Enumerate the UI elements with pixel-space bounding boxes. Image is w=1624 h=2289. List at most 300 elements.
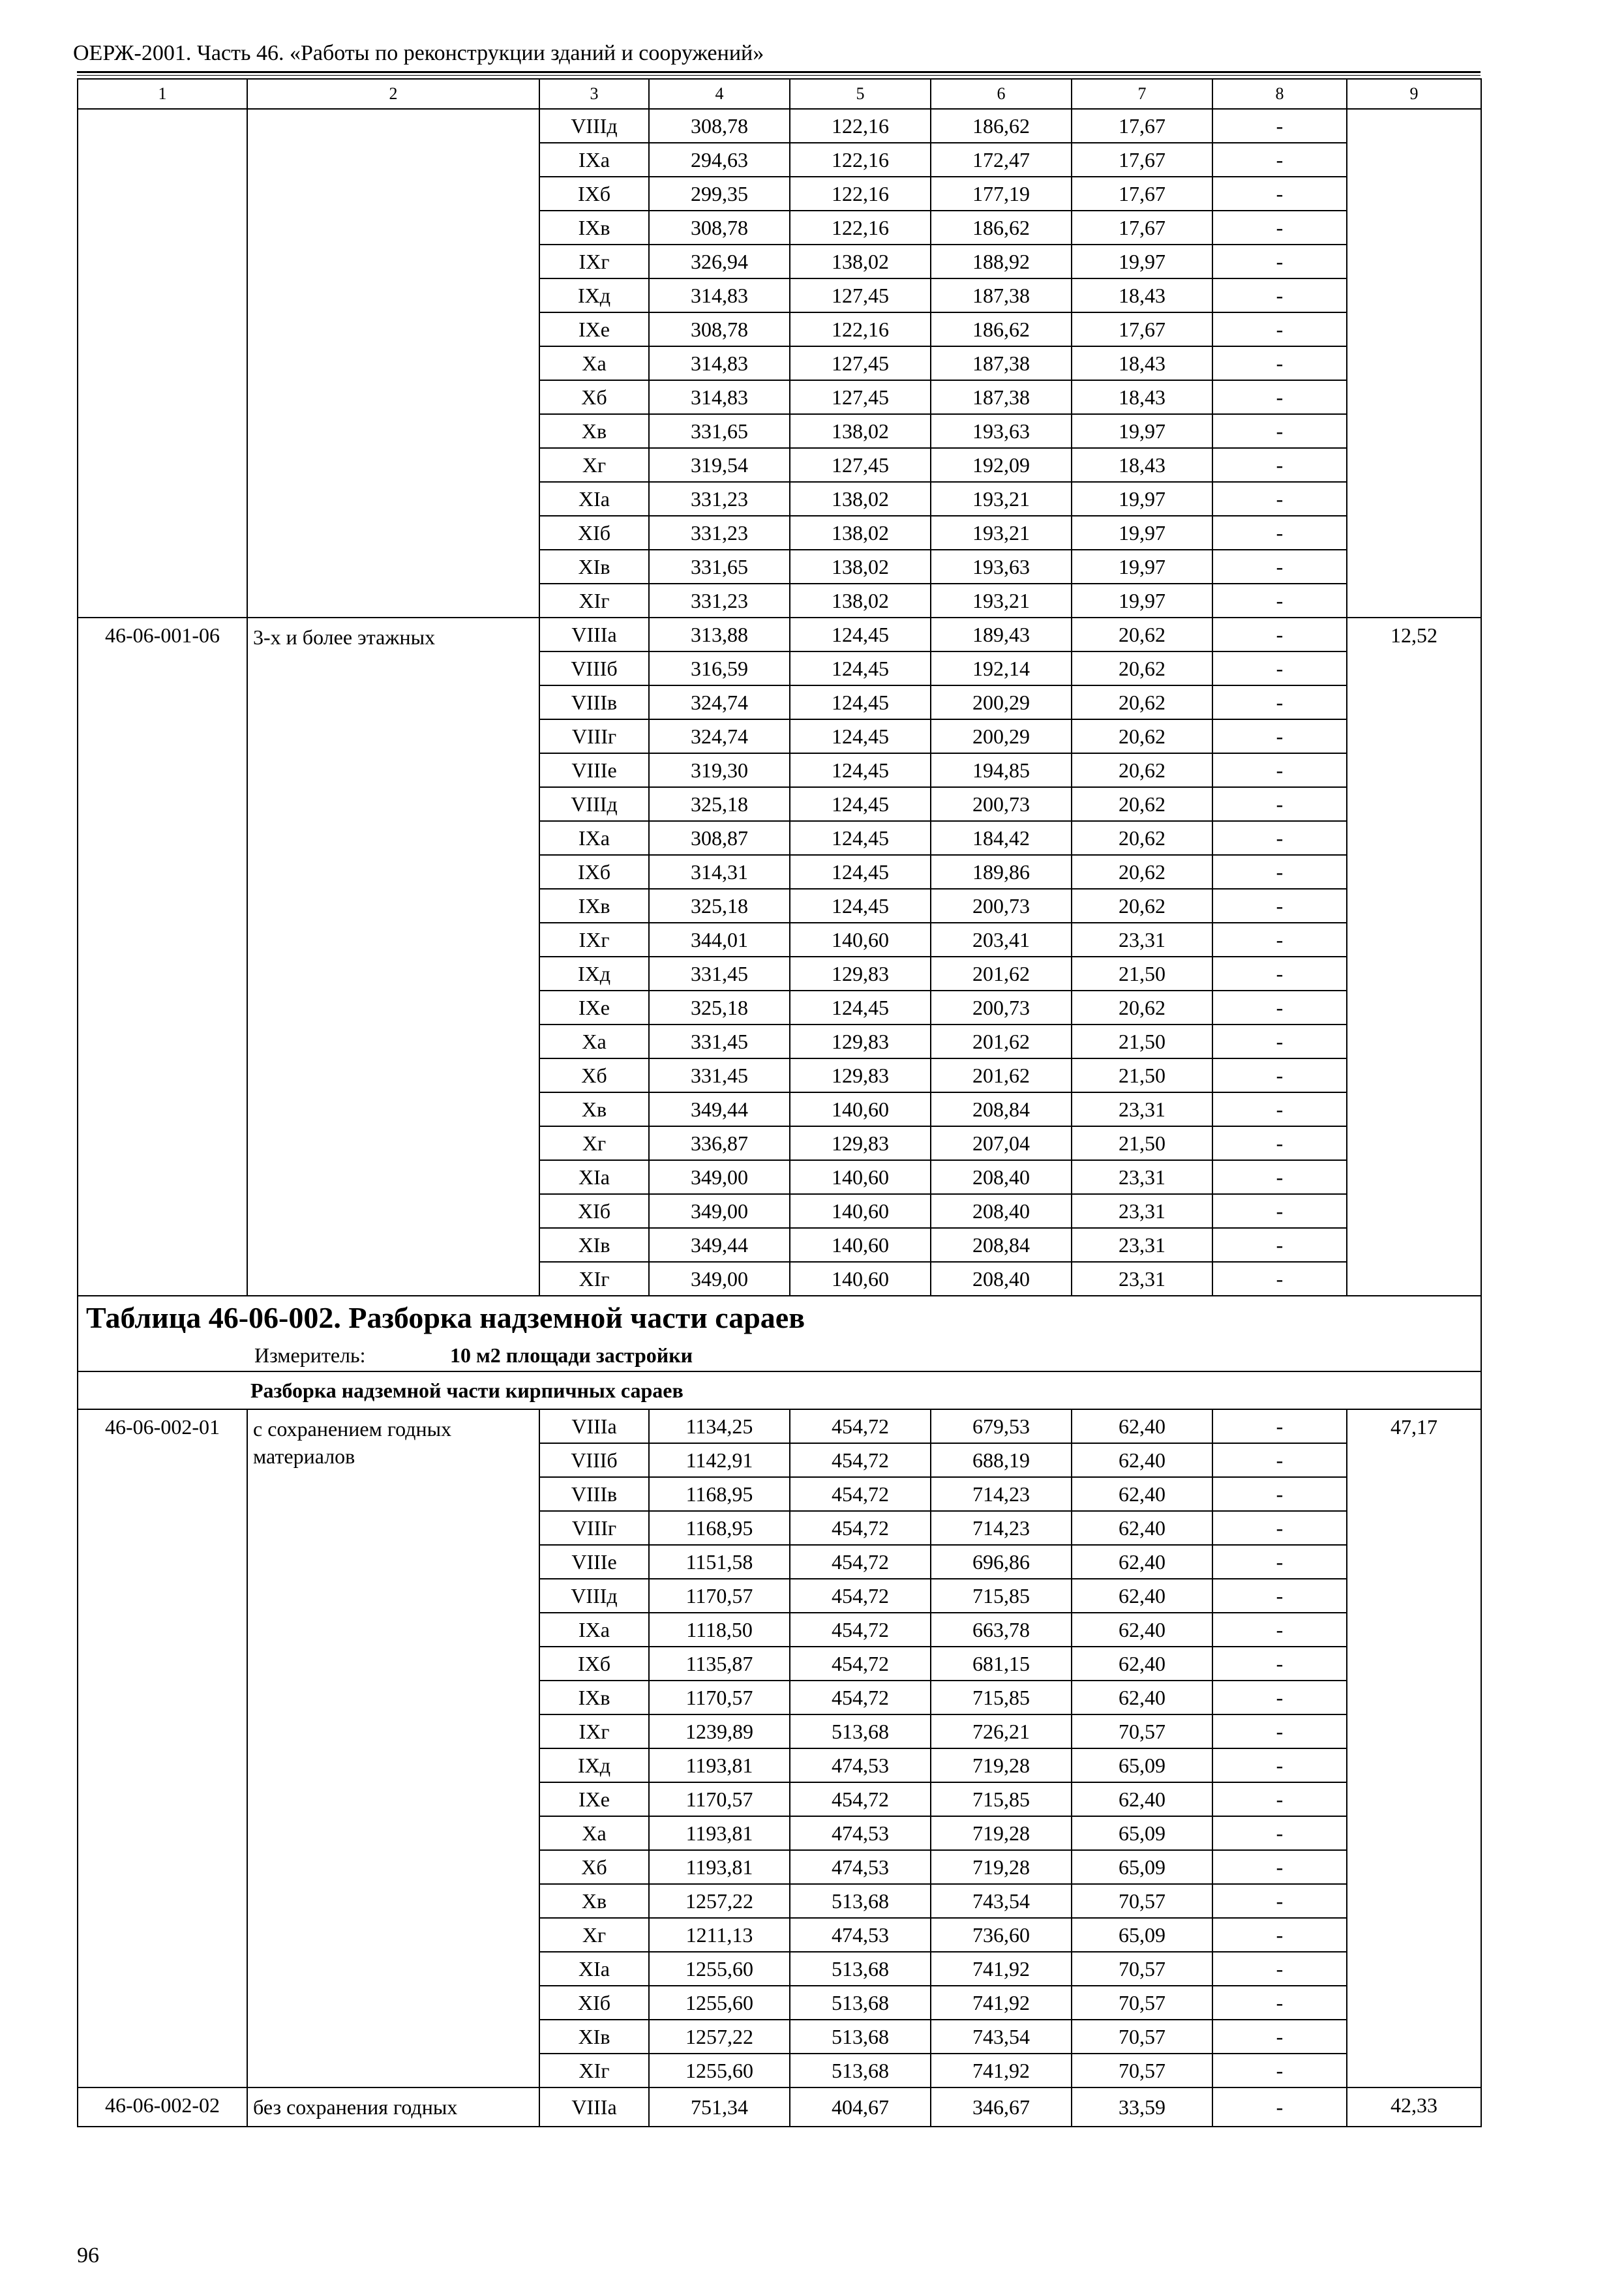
labor-wages-cell: 129,83 xyxy=(790,957,931,991)
materials-cell: - xyxy=(1212,177,1347,211)
header-rule-thick xyxy=(77,71,1481,73)
labor-wages-cell: 140,60 xyxy=(790,1228,931,1262)
materials-cell: - xyxy=(1212,685,1347,719)
zone-code-cell: VIIIa xyxy=(539,2087,649,2127)
machinist-wages-cell: 65,09 xyxy=(1072,1850,1212,1884)
materials-cell: - xyxy=(1212,1782,1347,1816)
zone-code-cell: Xг xyxy=(539,1918,649,1952)
labor-wages-cell: 474,53 xyxy=(790,1850,931,1884)
labor-wages-cell: 124,45 xyxy=(790,719,931,753)
labor-wages-cell: 122,16 xyxy=(790,312,931,346)
labor-wages-cell: 124,45 xyxy=(790,889,931,923)
labor-hours: 42,33 xyxy=(1347,2087,1481,2127)
zone-code-cell: XIa xyxy=(539,1952,649,1986)
labor-wages-cell: 454,72 xyxy=(790,1681,931,1714)
unit-cell xyxy=(78,1339,1481,1371)
materials-cell: - xyxy=(1212,1511,1347,1545)
machinist-wages-cell: 62,40 xyxy=(1072,1782,1212,1816)
zone-code-cell: Xв xyxy=(539,414,649,448)
machinist-wages-cell: 23,31 xyxy=(1072,1228,1212,1262)
zone-code-cell: VIIIг xyxy=(539,1511,649,1545)
machine-costs-cell: 177,19 xyxy=(931,177,1072,211)
materials-cell: - xyxy=(1212,889,1347,923)
machine-costs-cell: 200,73 xyxy=(931,991,1072,1025)
direct-costs-cell: 1255,60 xyxy=(649,1952,790,1986)
materials-cell: - xyxy=(1212,448,1347,482)
direct-costs-cell: 349,00 xyxy=(649,1194,790,1228)
direct-costs-cell: 299,35 xyxy=(649,177,790,211)
labor-hours: 47,17 xyxy=(1347,1409,1481,2087)
direct-costs-cell: 308,78 xyxy=(649,211,790,245)
direct-costs-cell: 1170,57 xyxy=(649,1681,790,1714)
machinist-wages-cell: 62,40 xyxy=(1072,1545,1212,1579)
materials-cell: - xyxy=(1212,1477,1347,1511)
direct-costs-cell: 751,34 xyxy=(649,2087,790,2127)
direct-costs-cell: 349,44 xyxy=(649,1228,790,1262)
zone-code-cell: IXe xyxy=(539,1782,649,1816)
direct-costs-cell: 349,00 xyxy=(649,1262,790,1296)
zone-code-cell: IXб xyxy=(539,855,649,889)
labor-wages-cell: 124,45 xyxy=(790,821,931,855)
table-title: Таблица 46-06-002. Разборка надземной части сараев xyxy=(78,1296,1481,1339)
direct-costs-cell: 1168,95 xyxy=(649,1477,790,1511)
machinist-wages-cell: 18,43 xyxy=(1072,278,1212,312)
labor-wages-cell: 454,72 xyxy=(790,1579,931,1613)
machine-costs-cell: 741,92 xyxy=(931,1986,1072,2020)
rate-description: 3-х и более этажных xyxy=(247,618,539,1296)
direct-costs-cell: 331,45 xyxy=(649,957,790,991)
direct-costs-cell: 324,74 xyxy=(649,719,790,753)
labor-wages-cell: 474,53 xyxy=(790,1918,931,1952)
machinist-wages-cell: 65,09 xyxy=(1072,1748,1212,1782)
labor-wages-cell: 513,68 xyxy=(790,2020,931,2054)
zone-code-cell: XIг xyxy=(539,1262,649,1296)
machinist-wages-cell: 70,57 xyxy=(1072,1884,1212,1918)
materials-cell: - xyxy=(1212,1025,1347,1058)
table-title-row xyxy=(78,1296,1481,1339)
labor-wages-cell: 122,16 xyxy=(790,109,931,143)
machine-costs-cell: 719,28 xyxy=(931,1850,1072,1884)
machinist-wages-cell: 62,40 xyxy=(1072,1647,1212,1681)
machine-costs-cell: 200,73 xyxy=(931,787,1072,821)
direct-costs-cell: 326,94 xyxy=(649,245,790,278)
materials-cell: - xyxy=(1212,2054,1347,2087)
zone-code-cell: VIIIe xyxy=(539,1545,649,1579)
machine-costs-cell: 714,23 xyxy=(931,1477,1072,1511)
direct-costs-cell: 331,45 xyxy=(649,1058,790,1092)
machine-costs-cell: 193,21 xyxy=(931,482,1072,516)
direct-costs-cell: 349,00 xyxy=(649,1160,790,1194)
zone-code-cell: XIг xyxy=(539,2054,649,2087)
machine-costs-cell: 201,62 xyxy=(931,1058,1072,1092)
direct-costs-cell: 1211,13 xyxy=(649,1918,790,1952)
machinist-wages-cell: 20,62 xyxy=(1072,991,1212,1025)
zone-code-cell: Xв xyxy=(539,1092,649,1126)
labor-wages-cell: 140,60 xyxy=(790,1262,931,1296)
zone-code-cell: VIIIд xyxy=(539,1579,649,1613)
materials-cell: - xyxy=(1212,618,1347,651)
zone-code-cell: Xв xyxy=(539,1884,649,1918)
zone-code-cell: IXд xyxy=(539,1748,649,1782)
zone-code-cell: Xa xyxy=(539,346,649,380)
zone-code-cell: VIIIд xyxy=(539,787,649,821)
machine-costs-cell: 188,92 xyxy=(931,245,1072,278)
machinist-wages-cell: 20,62 xyxy=(1072,821,1212,855)
direct-costs-cell: 1193,81 xyxy=(649,1850,790,1884)
machine-costs-cell: 743,54 xyxy=(931,2020,1072,2054)
labor-wages-cell: 138,02 xyxy=(790,550,931,584)
labor-wages-cell: 513,68 xyxy=(790,1884,931,1918)
machinist-wages-cell: 23,31 xyxy=(1072,1092,1212,1126)
machinist-wages-cell: 65,09 xyxy=(1072,1918,1212,1952)
labor-wages-cell: 513,68 xyxy=(790,1952,931,1986)
labor-wages-cell: 140,60 xyxy=(790,1092,931,1126)
materials-cell: - xyxy=(1212,1443,1347,1477)
direct-costs-cell: 314,31 xyxy=(649,855,790,889)
machine-costs-cell: 208,40 xyxy=(931,1160,1072,1194)
materials-cell: - xyxy=(1212,245,1347,278)
column-number-3: 3 xyxy=(539,79,649,109)
machine-costs-cell: 208,40 xyxy=(931,1262,1072,1296)
direct-costs-cell: 331,23 xyxy=(649,584,790,618)
unit-row xyxy=(78,1339,1481,1371)
materials-cell: - xyxy=(1212,753,1347,787)
zone-code-cell: IXг xyxy=(539,1714,649,1748)
materials-cell: - xyxy=(1212,821,1347,855)
machine-costs-cell: 187,38 xyxy=(931,278,1072,312)
labor-wages-cell: 454,72 xyxy=(790,1409,931,1443)
machine-costs-cell: 714,23 xyxy=(931,1511,1072,1545)
zone-code-cell: VIIIг xyxy=(539,719,649,753)
direct-costs-cell: 331,45 xyxy=(649,1025,790,1058)
machine-costs-cell: 346,67 xyxy=(931,2087,1072,2127)
column-number-1: 1 xyxy=(78,79,247,109)
machinist-wages-cell: 20,62 xyxy=(1072,719,1212,753)
direct-costs-cell: 1170,57 xyxy=(649,1579,790,1613)
machinist-wages-cell: 19,97 xyxy=(1072,245,1212,278)
labor-wages-cell: 474,53 xyxy=(790,1748,931,1782)
machine-costs-cell: 741,92 xyxy=(931,1952,1072,1986)
labor-wages-cell: 127,45 xyxy=(790,346,931,380)
column-number-row xyxy=(78,79,1481,109)
machine-costs-cell: 208,40 xyxy=(931,1194,1072,1228)
zone-code-cell: XIв xyxy=(539,1228,649,1262)
labor-wages-cell: 454,72 xyxy=(790,1545,931,1579)
labor-hours xyxy=(1347,109,1481,618)
labor-wages-cell: 454,72 xyxy=(790,1477,931,1511)
column-number-4: 4 xyxy=(649,79,790,109)
zone-code-cell: Xa xyxy=(539,1816,649,1850)
machine-costs-cell: 719,28 xyxy=(931,1816,1072,1850)
materials-cell: - xyxy=(1212,651,1347,685)
machine-costs-cell: 187,38 xyxy=(931,346,1072,380)
labor-wages-cell: 140,60 xyxy=(790,1160,931,1194)
zone-code-cell: Xб xyxy=(539,1058,649,1092)
rate-description: без сохранения годных xyxy=(247,2087,539,2127)
materials-cell: - xyxy=(1212,923,1347,957)
machinist-wages-cell: 20,62 xyxy=(1072,889,1212,923)
machine-costs-cell: 200,29 xyxy=(931,719,1072,753)
materials-cell: - xyxy=(1212,516,1347,550)
zone-code-cell: Xг xyxy=(539,1126,649,1160)
machine-costs-cell: 715,85 xyxy=(931,1782,1072,1816)
direct-costs-cell: 349,44 xyxy=(649,1092,790,1126)
machine-costs-cell: 200,29 xyxy=(931,685,1072,719)
direct-costs-cell: 1168,95 xyxy=(649,1511,790,1545)
materials-cell: - xyxy=(1212,584,1347,618)
zone-code-cell: XIб xyxy=(539,1986,649,2020)
direct-costs-cell: 331,23 xyxy=(649,482,790,516)
direct-costs-cell: 314,83 xyxy=(649,278,790,312)
materials-cell: - xyxy=(1212,1545,1347,1579)
machinist-wages-cell: 62,40 xyxy=(1072,1477,1212,1511)
zone-code-cell: Xб xyxy=(539,1850,649,1884)
machinist-wages-cell: 19,97 xyxy=(1072,584,1212,618)
materials-cell: - xyxy=(1212,1160,1347,1194)
unit-label: Измеритель: xyxy=(254,1343,366,1367)
labor-wages-cell: 513,68 xyxy=(790,1986,931,2020)
labor-wages-cell: 129,83 xyxy=(790,1126,931,1160)
labor-wages-cell: 127,45 xyxy=(790,380,931,414)
column-number-7: 7 xyxy=(1072,79,1212,109)
machine-costs-cell: 203,41 xyxy=(931,923,1072,957)
table-row xyxy=(78,2087,1481,2127)
direct-costs-cell: 1135,87 xyxy=(649,1647,790,1681)
column-number-6: 6 xyxy=(931,79,1072,109)
materials-cell: - xyxy=(1212,346,1347,380)
direct-costs-cell: 1193,81 xyxy=(649,1816,790,1850)
materials-cell: - xyxy=(1212,1884,1347,1918)
materials-cell: - xyxy=(1212,1952,1347,1986)
rate-code: 46-06-002-02 xyxy=(78,2087,247,2127)
zone-code-cell: Xa xyxy=(539,1025,649,1058)
table-row xyxy=(78,109,1481,143)
direct-costs-cell: 344,01 xyxy=(649,923,790,957)
machinist-wages-cell: 70,57 xyxy=(1072,1952,1212,1986)
unit-value: 10 м2 площади застройки xyxy=(450,1343,693,1367)
labor-wages-cell: 454,72 xyxy=(790,1782,931,1816)
machine-costs-cell: 688,19 xyxy=(931,1443,1072,1477)
rate-description: с сохранением годных материалов xyxy=(247,1409,539,2087)
rate-code: 46-06-001-06 xyxy=(78,618,247,1296)
materials-cell: - xyxy=(1212,482,1347,516)
direct-costs-cell: 331,65 xyxy=(649,550,790,584)
direct-costs-cell: 294,63 xyxy=(649,143,790,177)
machine-costs-cell: 186,62 xyxy=(931,109,1072,143)
machine-costs-cell: 743,54 xyxy=(931,1884,1072,1918)
direct-costs-cell: 325,18 xyxy=(649,889,790,923)
labor-wages-cell: 454,72 xyxy=(790,1647,931,1681)
direct-costs-cell: 325,18 xyxy=(649,787,790,821)
machinist-wages-cell: 62,40 xyxy=(1072,1681,1212,1714)
labor-wages-cell: 124,45 xyxy=(790,685,931,719)
machine-costs-cell: 189,43 xyxy=(931,618,1072,651)
machinist-wages-cell: 20,62 xyxy=(1072,787,1212,821)
zone-code-cell: IXa xyxy=(539,143,649,177)
zone-code-cell: IXa xyxy=(539,1613,649,1647)
labor-wages-cell: 140,60 xyxy=(790,1194,931,1228)
direct-costs-cell: 331,65 xyxy=(649,414,790,448)
labor-wages-cell: 124,45 xyxy=(790,855,931,889)
machine-costs-cell: 663,78 xyxy=(931,1613,1072,1647)
column-number-2: 2 xyxy=(247,79,539,109)
zone-code-cell: IXa xyxy=(539,821,649,855)
zone-code-cell: IXe xyxy=(539,312,649,346)
labor-wages-cell: 454,72 xyxy=(790,1443,931,1477)
zone-code-cell: XIa xyxy=(539,482,649,516)
direct-costs-cell: 1255,60 xyxy=(649,2054,790,2087)
direct-costs-cell: 1257,22 xyxy=(649,1884,790,1918)
machinist-wages-cell: 62,40 xyxy=(1072,1443,1212,1477)
zone-code-cell: VIIIв xyxy=(539,685,649,719)
materials-cell: - xyxy=(1212,1816,1347,1850)
zone-code-cell: IXг xyxy=(539,923,649,957)
direct-costs-cell: 1255,60 xyxy=(649,1986,790,2020)
machinist-wages-cell: 23,31 xyxy=(1072,923,1212,957)
labor-wages-cell: 474,53 xyxy=(790,1816,931,1850)
materials-cell: - xyxy=(1212,278,1347,312)
materials-cell: - xyxy=(1212,1714,1347,1748)
materials-cell: - xyxy=(1212,380,1347,414)
column-number-5: 5 xyxy=(790,79,931,109)
materials-cell: - xyxy=(1212,1262,1347,1296)
machine-costs-cell: 201,62 xyxy=(931,957,1072,991)
direct-costs-cell: 319,30 xyxy=(649,753,790,787)
labor-wages-cell: 138,02 xyxy=(790,584,931,618)
materials-cell: - xyxy=(1212,991,1347,1025)
labor-wages-cell: 124,45 xyxy=(790,618,931,651)
zone-code-cell: VIIIб xyxy=(539,1443,649,1477)
machinist-wages-cell: 23,31 xyxy=(1072,1194,1212,1228)
machine-costs-cell: 172,47 xyxy=(931,143,1072,177)
zone-code-cell: Xб xyxy=(539,380,649,414)
machinist-wages-cell: 65,09 xyxy=(1072,1816,1212,1850)
zone-code-cell: IXд xyxy=(539,957,649,991)
direct-costs-cell: 1151,58 xyxy=(649,1545,790,1579)
zone-code-cell: XIв xyxy=(539,550,649,584)
machinist-wages-cell: 21,50 xyxy=(1072,1126,1212,1160)
machinist-wages-cell: 19,97 xyxy=(1072,414,1212,448)
machine-costs-cell: 201,62 xyxy=(931,1025,1072,1058)
machine-costs-cell: 192,14 xyxy=(931,651,1072,685)
machinist-wages-cell: 17,67 xyxy=(1072,211,1212,245)
direct-costs-cell: 331,23 xyxy=(649,516,790,550)
labor-wages-cell: 138,02 xyxy=(790,516,931,550)
direct-costs-cell: 308,78 xyxy=(649,109,790,143)
direct-costs-cell: 313,88 xyxy=(649,618,790,651)
direct-costs-cell: 1142,91 xyxy=(649,1443,790,1477)
machinist-wages-cell: 20,62 xyxy=(1072,618,1212,651)
machinist-wages-cell: 17,67 xyxy=(1072,109,1212,143)
zone-code-cell: Xг xyxy=(539,448,649,482)
direct-costs-cell: 1239,89 xyxy=(649,1714,790,1748)
materials-cell: - xyxy=(1212,1194,1347,1228)
machine-costs-cell: 200,73 xyxy=(931,889,1072,923)
page-number: 96 xyxy=(77,2243,99,2267)
machine-costs-cell: 189,86 xyxy=(931,855,1072,889)
labor-wages-cell: 122,16 xyxy=(790,177,931,211)
direct-costs-cell: 308,87 xyxy=(649,821,790,855)
zone-code-cell: XIa xyxy=(539,1160,649,1194)
machine-costs-cell: 208,84 xyxy=(931,1228,1072,1262)
materials-cell: - xyxy=(1212,1918,1347,1952)
labor-wages-cell: 454,72 xyxy=(790,1613,931,1647)
zone-code-cell: IXв xyxy=(539,211,649,245)
materials-cell: - xyxy=(1212,1092,1347,1126)
materials-cell: - xyxy=(1212,1748,1347,1782)
materials-cell: - xyxy=(1212,719,1347,753)
machine-costs-cell: 184,42 xyxy=(931,821,1072,855)
rate-code: 46-06-002-01 xyxy=(78,1409,247,2087)
section-row xyxy=(78,1371,1481,1409)
zone-code-cell: VIIIa xyxy=(539,618,649,651)
materials-cell: - xyxy=(1212,1409,1347,1443)
materials-cell: - xyxy=(1212,855,1347,889)
zone-code-cell: IXe xyxy=(539,991,649,1025)
labor-wages-cell: 122,16 xyxy=(790,211,931,245)
materials-cell: - xyxy=(1212,1613,1347,1647)
materials-cell: - xyxy=(1212,1986,1347,2020)
labor-wages-cell: 513,68 xyxy=(790,2054,931,2087)
machinist-wages-cell: 17,67 xyxy=(1072,143,1212,177)
zone-code-cell: VIIIe xyxy=(539,753,649,787)
labor-wages-cell: 454,72 xyxy=(790,1511,931,1545)
materials-cell: - xyxy=(1212,1228,1347,1262)
direct-costs-cell: 324,74 xyxy=(649,685,790,719)
direct-costs-cell: 336,87 xyxy=(649,1126,790,1160)
materials-cell: - xyxy=(1212,1126,1347,1160)
header-rule-thin xyxy=(77,75,1481,76)
machinist-wages-cell: 70,57 xyxy=(1072,1714,1212,1748)
machinist-wages-cell: 70,57 xyxy=(1072,1986,1212,2020)
machinist-wages-cell: 18,43 xyxy=(1072,448,1212,482)
labor-wages-cell: 404,67 xyxy=(790,2087,931,2127)
labor-wages-cell: 129,83 xyxy=(790,1058,931,1092)
materials-cell: - xyxy=(1212,312,1347,346)
materials-cell: - xyxy=(1212,2087,1347,2127)
direct-costs-cell: 1118,50 xyxy=(649,1613,790,1647)
labor-wages-cell: 122,16 xyxy=(790,143,931,177)
zone-code-cell: XIб xyxy=(539,516,649,550)
labor-wages-cell: 124,45 xyxy=(790,991,931,1025)
labor-wages-cell: 138,02 xyxy=(790,482,931,516)
materials-cell: - xyxy=(1212,550,1347,584)
direct-costs-cell: 319,54 xyxy=(649,448,790,482)
running-header: ОЕРЖ-2001. Часть 46. «Работы по реконструкции зданий и сооружений» xyxy=(73,41,764,65)
zone-code-cell: VIIIб xyxy=(539,651,649,685)
machinist-wages-cell: 20,62 xyxy=(1072,753,1212,787)
labor-wages-cell: 127,45 xyxy=(790,278,931,312)
materials-cell: - xyxy=(1212,957,1347,991)
zone-code-cell: XIб xyxy=(539,1194,649,1228)
direct-costs-cell: 1193,81 xyxy=(649,1748,790,1782)
zone-code-cell: IXв xyxy=(539,1681,649,1714)
machine-costs-cell: 736,60 xyxy=(931,1918,1072,1952)
column-number-8: 8 xyxy=(1212,79,1347,109)
labor-hours: 12,52 xyxy=(1347,618,1481,1296)
machinist-wages-cell: 62,40 xyxy=(1072,1409,1212,1443)
machinist-wages-cell: 20,62 xyxy=(1072,685,1212,719)
materials-cell: - xyxy=(1212,414,1347,448)
materials-cell: - xyxy=(1212,1850,1347,1884)
machinist-wages-cell: 20,62 xyxy=(1072,651,1212,685)
labor-wages-cell: 513,68 xyxy=(790,1714,931,1748)
machinist-wages-cell: 62,40 xyxy=(1072,1579,1212,1613)
zone-code-cell: VIIIв xyxy=(539,1477,649,1511)
machinist-wages-cell: 23,31 xyxy=(1072,1160,1212,1194)
machinist-wages-cell: 70,57 xyxy=(1072,2054,1212,2087)
machinist-wages-cell: 19,97 xyxy=(1072,482,1212,516)
